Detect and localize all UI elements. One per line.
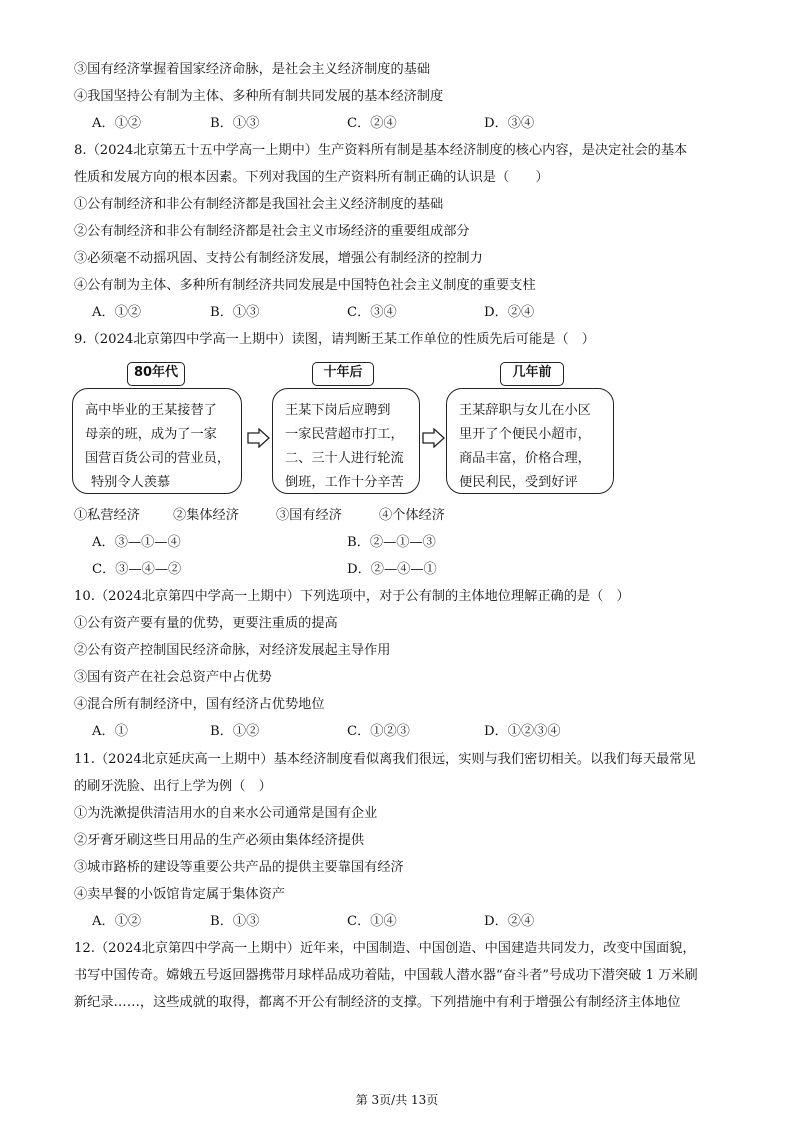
box-few-line-1: 王某辞职与女儿在小区 bbox=[459, 403, 591, 418]
q9-flow-diagram bbox=[70, 360, 730, 500]
q10-stem: 10.（2024北京第四中学高一上期中）下列选项中，对于公有制的主体地位理解正确的是（ ） bbox=[74, 589, 630, 604]
q10-option-d[interactable]: D．①②③④ bbox=[484, 724, 561, 739]
q8-option-b[interactable]: B．①③ bbox=[210, 305, 260, 320]
q11-option-a[interactable]: A．①② bbox=[92, 914, 142, 929]
q12-stem-line-2: 书写中国传奇。嫦娥五号返回器携带月球样品成功着陆，中国载人潜水器“奋斗者”号成功下潜突破 1 万米刷 bbox=[74, 968, 698, 983]
box-ten-line-2: 一家民营超市打工， bbox=[285, 427, 404, 442]
diagram-tag-80s: 80年代 bbox=[127, 362, 185, 386]
box-few-line-2: 里开了个便民小超市， bbox=[459, 427, 591, 442]
diagram-box-few-years-ago bbox=[446, 388, 614, 494]
q8-statement-4: ④公有制为主体、多种所有制经济共同发展是中国特色社会主义制度的重要支柱 bbox=[74, 278, 536, 293]
q11-option-d[interactable]: D．②④ bbox=[484, 914, 535, 929]
q9-option-b[interactable]: B．②—①—③ bbox=[347, 535, 436, 550]
diagram-tag-few-years-ago: 几年前 bbox=[500, 362, 564, 386]
diagram-box-80s bbox=[72, 388, 242, 494]
q10-option-a[interactable]: A．① bbox=[92, 724, 128, 739]
q11-stem-line-1: 11.（2024北京延庆高一上期中）基本经济制度看似离我们很远，实则与我们密切相关。以我们每天最常见 bbox=[74, 752, 696, 767]
box-few-line-3: 商品丰富，价格合理， bbox=[459, 451, 591, 466]
page-number-footer: 第 3页/共 13页 bbox=[355, 1093, 439, 1107]
q10-statement-1: ①公有资产要有量的优势，更要注重质的提高 bbox=[74, 616, 338, 631]
q9-item-1: ①私营经济 bbox=[74, 508, 140, 523]
box-ten-line-1: 王某下岗后应聘到 bbox=[285, 403, 391, 418]
q7-option-b[interactable]: B．①③ bbox=[210, 116, 260, 131]
diagram-tag-ten-years-later: 十年后 bbox=[312, 362, 374, 386]
box-ten-line-4: 倒班，工作十分辛苦 bbox=[285, 475, 404, 490]
q9-item-3: ③国有经济 bbox=[276, 508, 342, 523]
q10-option-b[interactable]: B．①② bbox=[210, 724, 260, 739]
right-arrow-icon bbox=[422, 428, 446, 448]
box-ten-line-3: 二、三十人进行轮流 bbox=[285, 451, 404, 466]
box-80s-line-3: 国营百货公司的营业员， bbox=[85, 451, 231, 466]
q7-option-a[interactable]: A．①② bbox=[92, 116, 142, 131]
q7-statement-4: ④我国坚持公有制为主体、多种所有制共同发展的基本经济制度 bbox=[74, 89, 444, 104]
right-arrow-icon bbox=[247, 428, 271, 448]
q10-statement-4: ④混合所有制经济中，国有经济占优势地位 bbox=[74, 697, 325, 712]
q7-option-c[interactable]: C．②④ bbox=[347, 116, 397, 131]
q7-statement-3: ③国有经济掌握着国家经济命脉，是社会主义经济制度的基础 bbox=[74, 62, 431, 77]
q9-item-2: ②集体经济 bbox=[173, 508, 239, 523]
q11-option-c[interactable]: C．①④ bbox=[347, 914, 397, 929]
diagram-box-ten-years-later bbox=[272, 388, 420, 494]
box-80s-line-1: 高中毕业的王某接替了 bbox=[85, 403, 217, 418]
q11-stem-line-2: 的刷牙洗脸、出行上学为例（ ） bbox=[74, 779, 272, 794]
q9-option-d[interactable]: D．②—④—① bbox=[347, 562, 437, 577]
q8-option-d[interactable]: D．②④ bbox=[484, 305, 535, 320]
q7-option-d[interactable]: D．③④ bbox=[484, 116, 535, 131]
q11-statement-1: ①为洗漱提供清洁用水的自来水公司通常是国有企业 bbox=[74, 806, 378, 821]
q10-option-c[interactable]: C．①②③ bbox=[347, 724, 410, 739]
q8-stem-line-2: 性质和发展方向的根本因素。下列对我国的生产资料所有制正确的认识是（ ） bbox=[74, 170, 549, 185]
q11-option-b[interactable]: B．①③ bbox=[210, 914, 260, 929]
q12-stem-line-1: 12.（2024北京第四中学高一上期中）近年来，中国制造、中国创造、中国建造共同发力，改变中国面貌， bbox=[74, 941, 696, 956]
q12-stem-line-3: 新纪录……，这些成就的取得，都离不开公有制经济的支撑。下列措施中有利于增强公有制经济主体地位 bbox=[74, 995, 681, 1010]
q10-statement-3: ③国有资产在社会总资产中占优势 bbox=[74, 670, 272, 685]
q9-option-a[interactable]: A．③—①—④ bbox=[92, 535, 181, 550]
q9-option-c[interactable]: C．③—④—② bbox=[92, 562, 182, 577]
q8-stem-line-1: 8.（2024北京第五十五中学高一上期中）生产资料所有制是基本经济制度的核心内容，是决定社会的基本 bbox=[74, 143, 688, 158]
q8-statement-3: ③必须毫不动摇巩固、支持公有制经济发展，增强公有制经济的控制力 bbox=[74, 251, 483, 266]
q9-item-4: ④个体经济 bbox=[379, 508, 445, 523]
box-80s-line-2: 母亲的班，成为了一家 bbox=[85, 427, 217, 442]
box-few-line-4: 便民利民，受到好评 bbox=[459, 475, 578, 490]
q11-statement-3: ③城市路桥的建设等重要公共产品的提供主要靠国有经济 bbox=[74, 860, 404, 875]
q11-statement-4: ④卖早餐的小饭馆肯定属于集体资产 bbox=[74, 887, 285, 902]
q8-option-a[interactable]: A．①② bbox=[92, 305, 142, 320]
q8-statement-1: ①公有制经济和非公有制经济都是我国社会主义经济制度的基础 bbox=[74, 197, 444, 212]
q8-statement-2: ②公有制经济和非公有制经济都是社会主义市场经济的重要组成部分 bbox=[74, 224, 470, 239]
q11-statement-2: ②牙膏牙刷这些日用品的生产必须由集体经济提供 bbox=[74, 833, 365, 848]
box-80s-line-4: 特别令人羡慕 bbox=[91, 475, 171, 490]
q9-stem: 9.（2024北京第四中学高一上期中）读图，请判断王某工作单位的性质先后可能是（ ） bbox=[74, 332, 595, 347]
q8-option-c[interactable]: C．③④ bbox=[347, 305, 397, 320]
q10-statement-2: ②公有资产控制国民经济命脉，对经济发展起主导作用 bbox=[74, 643, 391, 658]
